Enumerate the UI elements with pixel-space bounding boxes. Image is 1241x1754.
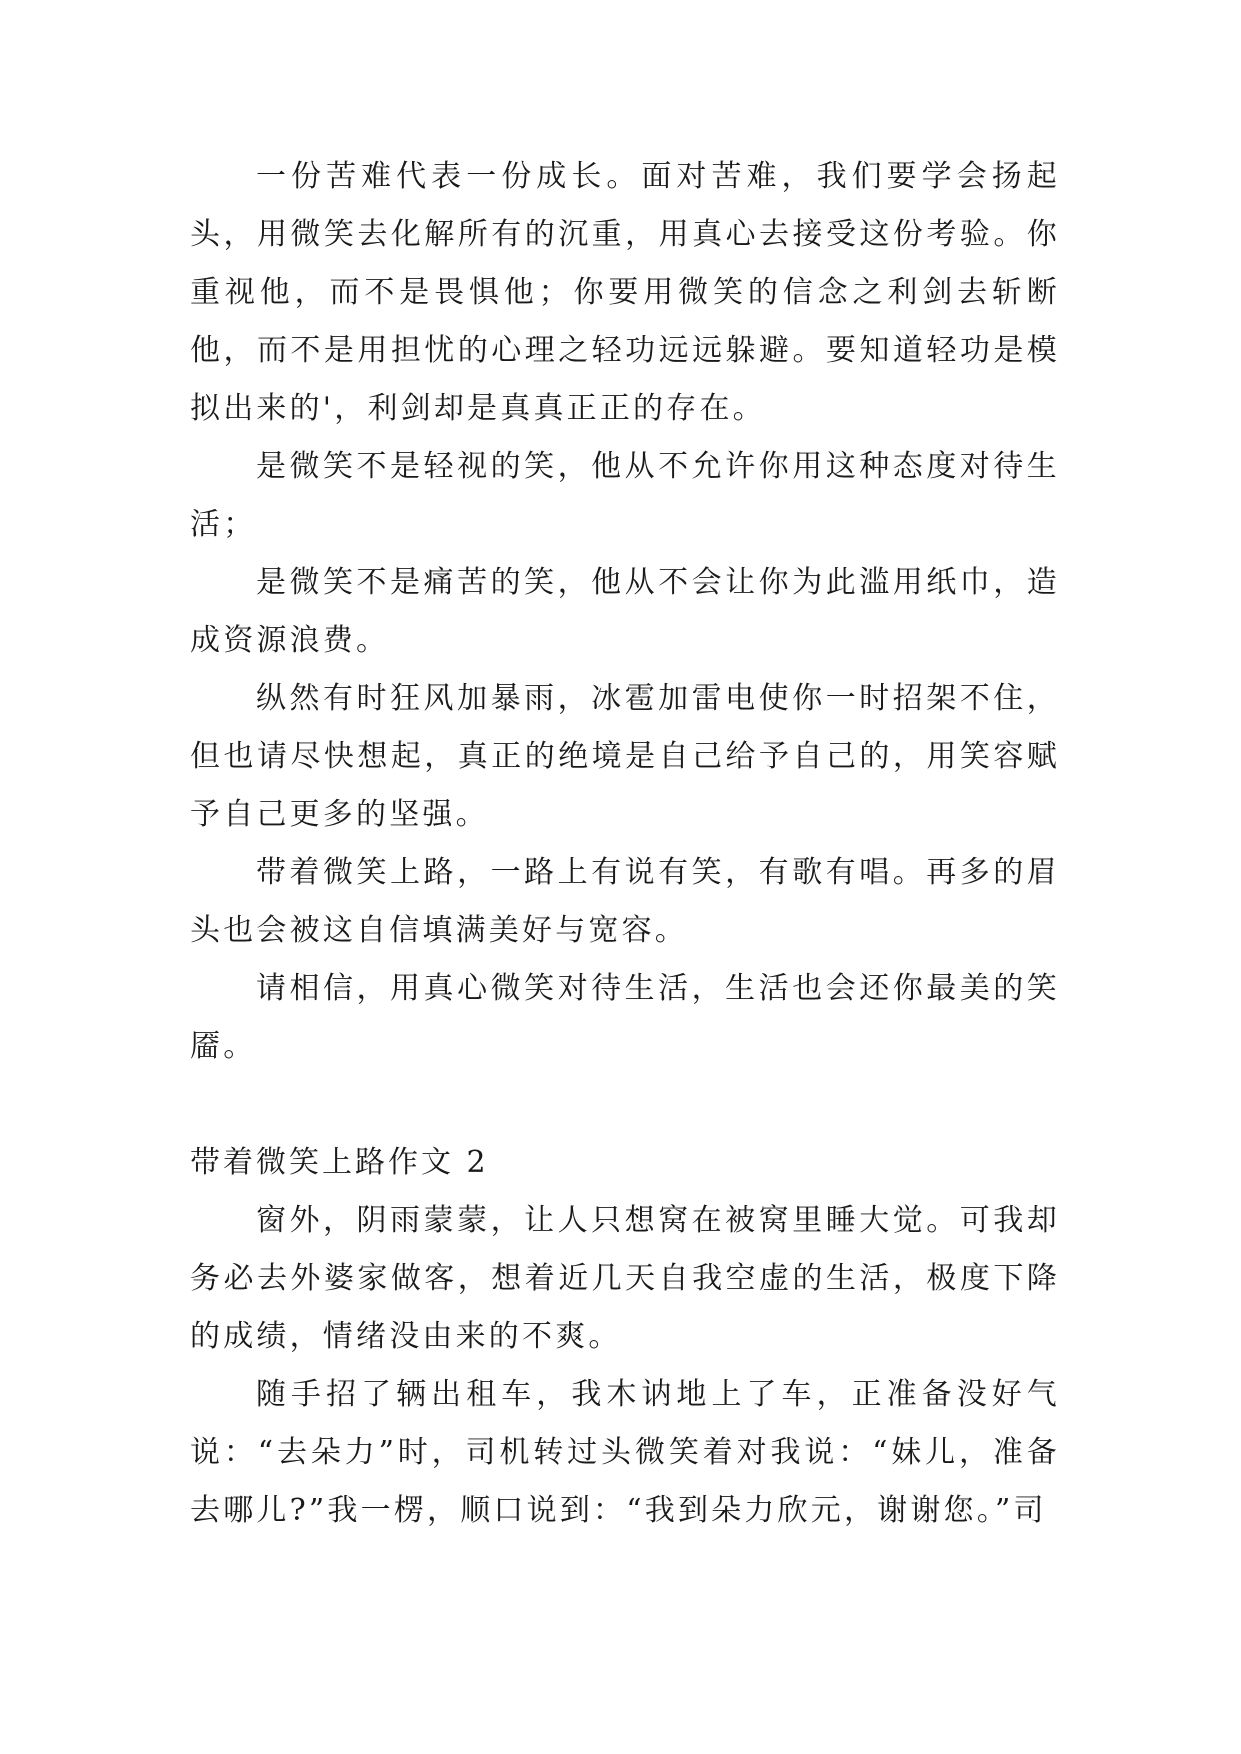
document-body <box>190 148 1060 1540</box>
paragraph: 一份苦难代表一份成长。面对苦难，我们要学会扬起头，用微笑去化解所有的沉重，用真心去接受这份考验。你重视他，而不是畏惧他；你要用微笑的信念之利剑去斩断他，而不是用担忧的心理之轻功远远躲避。要知道轻功是模拟出来的'，利剑却是真真正正的存在。 <box>190 159 1060 426</box>
paragraph: 纵然有时狂风加暴雨，冰雹加雷电使你一时招架不住，但也请尽快想起，真正的绝境是自己给予自己的，用笑容赋予自己更多的坚强。 <box>190 681 1060 832</box>
paragraph: 是微笑不是痛苦的笑，他从不会让你为此滥用纸巾，造成资源浪费。 <box>190 565 1060 658</box>
paragraph: 窗外，阴雨蒙蒙，让人只想窝在被窝里睡大觉。可我却务必去外婆家做客，想着近几天自我空虚的生活，极度下降的成绩，情绪没由来的不爽。 <box>190 1203 1060 1354</box>
paragraph: 请相信，用真心微笑对待生活，生活也会还你最美的笑靥。 <box>190 971 1060 1064</box>
paragraph: 是微笑不是轻视的笑，他从不允许你用这种态度对待生活； <box>190 449 1060 542</box>
section-heading: 带着微笑上路作文 2 <box>190 1145 489 1180</box>
paragraph: 带着微笑上路，一路上有说有笑，有歌有唱。再多的眉头也会被这自信填满美好与宽容。 <box>190 855 1060 948</box>
paragraph: 随手招了辆出租车，我木讷地上了车，正准备没好气说：“去朵力”时，司机转过头微笑着对我说：“妹儿，准备去哪儿?”我一楞，顺口说到：“我到朵力欣元，谢谢您。”司 <box>190 1377 1060 1528</box>
